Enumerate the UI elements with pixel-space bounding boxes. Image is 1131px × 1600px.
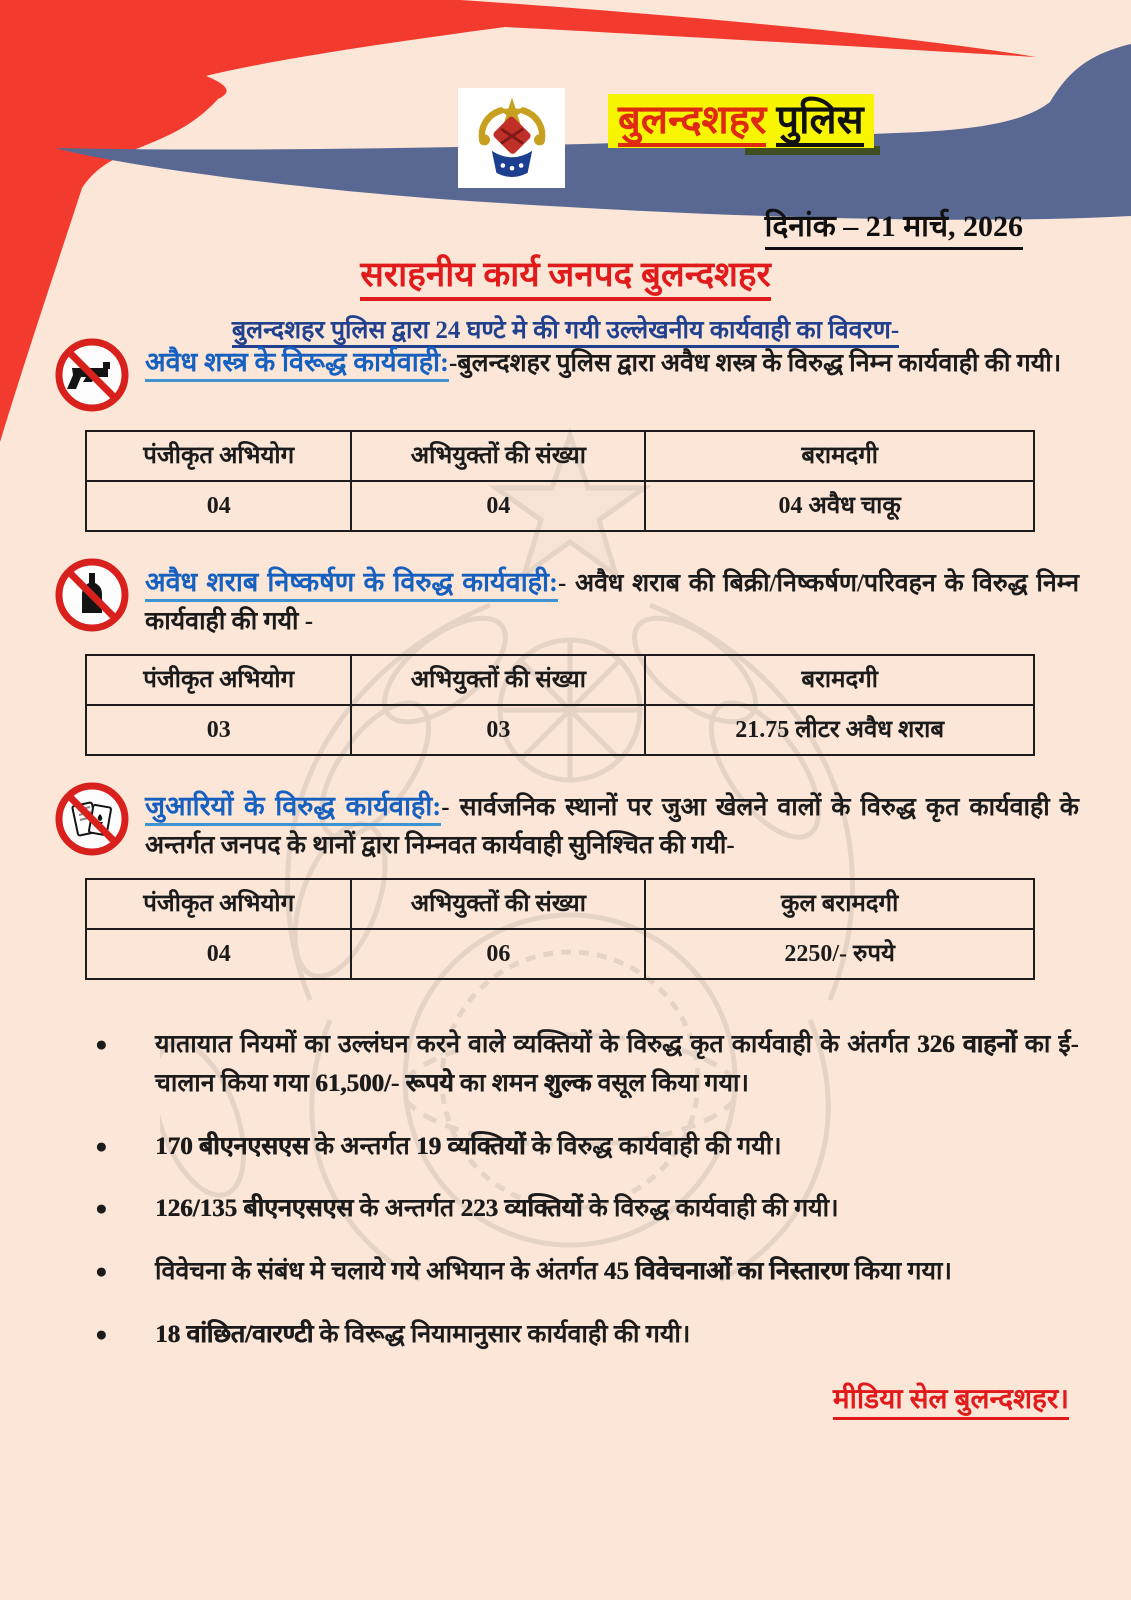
section-heading: अवैध शराब निष्कर्षण के विरुद्ध कार्यवाही:: [145, 567, 558, 602]
no-gambling-icon: [55, 782, 129, 856]
table-header-cell: कुल बरामदगी: [645, 879, 1034, 929]
section-body-text: -बुलन्दशहर पुलिस द्वारा अवैध शस्त्र के विरुद्ध निम्न कार्यवाही की गयी।: [449, 350, 1062, 377]
table-row: [86, 705, 1034, 755]
date-line: दिनांक – 21 मार्च, 2026: [765, 204, 1023, 250]
section-gambling: [55, 786, 1079, 980]
table-header-cell: अभियुक्तों की संख्या: [351, 879, 645, 929]
brand-banner: [608, 94, 874, 148]
table-header-row: [86, 879, 1034, 929]
table-row: [86, 481, 1034, 531]
section-heading: जुआरियों के विरुद्ध कार्यवाही:: [145, 791, 441, 826]
bullet-item: ● 170 बीएनएसएस के अन्तर्गत 19 व्यक्तियों के विरुद्ध कार्यवाही की गयी।: [95, 1128, 1079, 1167]
page-title: सराहनीय कार्य जनपद बुलन्दशहर: [0, 250, 1131, 297]
bullet-item: ● 126/135 बीएनएसएस के अन्तर्गत 223 व्यक्तियों के विरुद्ध कार्यवाही की गयी।: [95, 1190, 1079, 1229]
table-cell: 04: [86, 481, 351, 531]
table-cell: 04 अवैध चाकू: [645, 481, 1034, 531]
content-area: [55, 342, 1079, 1417]
table-header-row: [86, 655, 1034, 705]
table-header-cell: बरामदगी: [645, 655, 1034, 705]
no-gun-icon: [55, 338, 129, 412]
table-cell: 03: [86, 705, 351, 755]
bullet-item: ● यातायात नियमों का उल्लंघन करने वाले व्यक्तियों के विरुद्ध कृत कार्यवाही के अंतर्गत 326 वाहनों का ई-चालान किया गया 61,500/- रूपये का शमन शुल्क वसूल किया गया।: [95, 1026, 1079, 1104]
liquor-table: [85, 654, 1035, 756]
table-header-cell: बरामदगी: [645, 431, 1034, 481]
table-header-cell: अभियुक्तों की संख्या: [351, 655, 645, 705]
media-cell-signature: मीडिया सेल बुलन्दशहर।: [55, 1379, 1069, 1417]
page-subtitle: बुलन्दशहर पुलिस द्वारा 24 घण्टे मे की गयी उल्लेखनीय कार्यवाही का विवरण-: [0, 312, 1131, 346]
section-heading: अवैध शस्त्र के विरूद्ध कार्यवाही:: [145, 347, 449, 382]
weapons-table: [85, 430, 1035, 532]
section-illegal-liquor: [55, 562, 1079, 756]
table-cell: 06: [351, 929, 645, 979]
section-body-text: - अवैध शराब की बिक्री/निष्कर्षण/परिवहन के विरुद्ध निम्न कार्यवाही की गयी -: [145, 570, 1079, 635]
table-header-cell: पंजीकृत अभियोग: [86, 431, 351, 481]
bullet-item: ● 18 वांछित/वारण्टी के विरूद्ध नियामानुसार कार्यवाही की गयी।: [95, 1316, 1079, 1355]
up-police-crest-icon: [466, 94, 558, 182]
section-illegal-weapons: [55, 342, 1079, 532]
table-cell: 04: [86, 929, 351, 979]
table-cell: 03: [351, 705, 645, 755]
table-cell: 21.75 लीटर अवैध शराब: [645, 705, 1034, 755]
table-row: [86, 929, 1034, 979]
table-header-cell: पंजीकृत अभियोग: [86, 655, 351, 705]
brand-police-text: पुलिस: [776, 97, 863, 147]
up-police-crest-logo: [458, 88, 565, 188]
summary-bullet-list: [55, 1026, 1079, 1355]
bullet-item: ● विवेचना के संबंध मे चलाये गये अभियान के अंतर्गत 45 विवेचनाओं का निस्तारण किया गया।: [95, 1253, 1079, 1292]
table-header-row: [86, 431, 1034, 481]
table-header-cell: पंजीकृत अभियोग: [86, 879, 351, 929]
section-body-text: - सार्वजनिक स्थानों पर जुआ खेलने वालों के विरुद्ध कृत कार्यवाही के अन्तर्गत जनपद के थानों द्वारा निम्नवत कार्यवाही सुनिश्चित की गयी-: [145, 794, 1080, 859]
table-cell: 04: [351, 481, 645, 531]
table-header-cell: अभियुक्तों की संख्या: [351, 431, 645, 481]
no-alcohol-icon: [55, 558, 129, 632]
gambling-table: [85, 878, 1035, 980]
table-cell: 2250/- रुपये: [645, 929, 1034, 979]
brand-city-text: बुलन्दशहर: [618, 97, 766, 147]
